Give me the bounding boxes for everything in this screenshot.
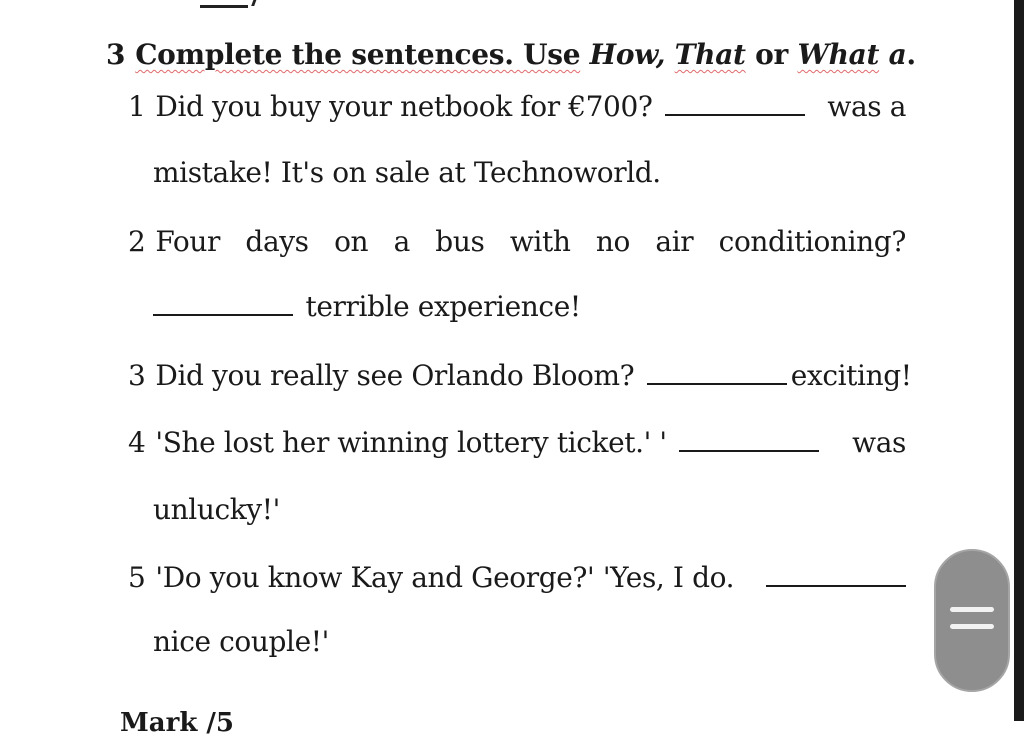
item-5-line-2: nice couple!' [153, 625, 329, 658]
item-1-text: Did you buy your netbook for €700? [155, 90, 653, 123]
item-4-line-2: unlucky!' [153, 493, 280, 526]
option-what: What [797, 38, 880, 71]
mark-score-fragment: Mark /5 [120, 708, 234, 738]
answer-blank-5[interactable] [766, 585, 906, 587]
item-5-text: 'Do you know Kay and George?' 'Yes, I do. [155, 561, 735, 594]
instruction-prefix: Complete the sentences. Use [135, 38, 581, 71]
option-a: a [888, 38, 907, 71]
option-that: That [674, 38, 746, 71]
answer-blank-3[interactable] [647, 383, 787, 385]
handle-grip-line [950, 624, 994, 629]
item-number: 1 [128, 90, 146, 123]
drag-handle-icon[interactable] [934, 549, 1010, 692]
item-2-line-2 [153, 290, 581, 323]
cropped-top-mark [200, 0, 248, 8]
item-number: 4 [128, 426, 146, 459]
item-2-line-1: 2 Four days on a bus with no air conditioning? [128, 225, 906, 258]
item-4-line-1 [128, 426, 906, 459]
item-number: 3 [128, 359, 146, 392]
item-1-line-2: mistake! It's on sale at Technoworld. [153, 156, 661, 189]
exercise-heading [106, 38, 916, 71]
option-how: How, [589, 38, 666, 71]
item-number: 2 [128, 225, 146, 258]
item-4-text: 'She lost her winning lottery ticket.' ' [155, 426, 667, 459]
item-1-line-1 [128, 90, 906, 123]
item-4-text-after: was [852, 426, 906, 459]
item-number: 5 [128, 561, 146, 594]
answer-blank-4[interactable] [679, 450, 819, 452]
item-1-text-after: was a [827, 90, 906, 123]
handle-grip-line [950, 607, 994, 612]
heading-period: . [906, 38, 916, 71]
conjunction-or: or [755, 38, 788, 71]
exercise-number: 3 [106, 38, 126, 71]
answer-blank-2[interactable] [153, 314, 293, 316]
item-3-text: Did you really see Orlando Bloom? [155, 359, 635, 392]
screen-right-edge [1014, 0, 1024, 721]
answer-blank-1[interactable] [665, 114, 805, 116]
item-3-line-1 [128, 359, 912, 392]
item-3-text-after: exciting! [790, 359, 912, 392]
item-2-text-after: terrible experience! [305, 290, 581, 323]
item-5-line-1 [128, 561, 906, 594]
